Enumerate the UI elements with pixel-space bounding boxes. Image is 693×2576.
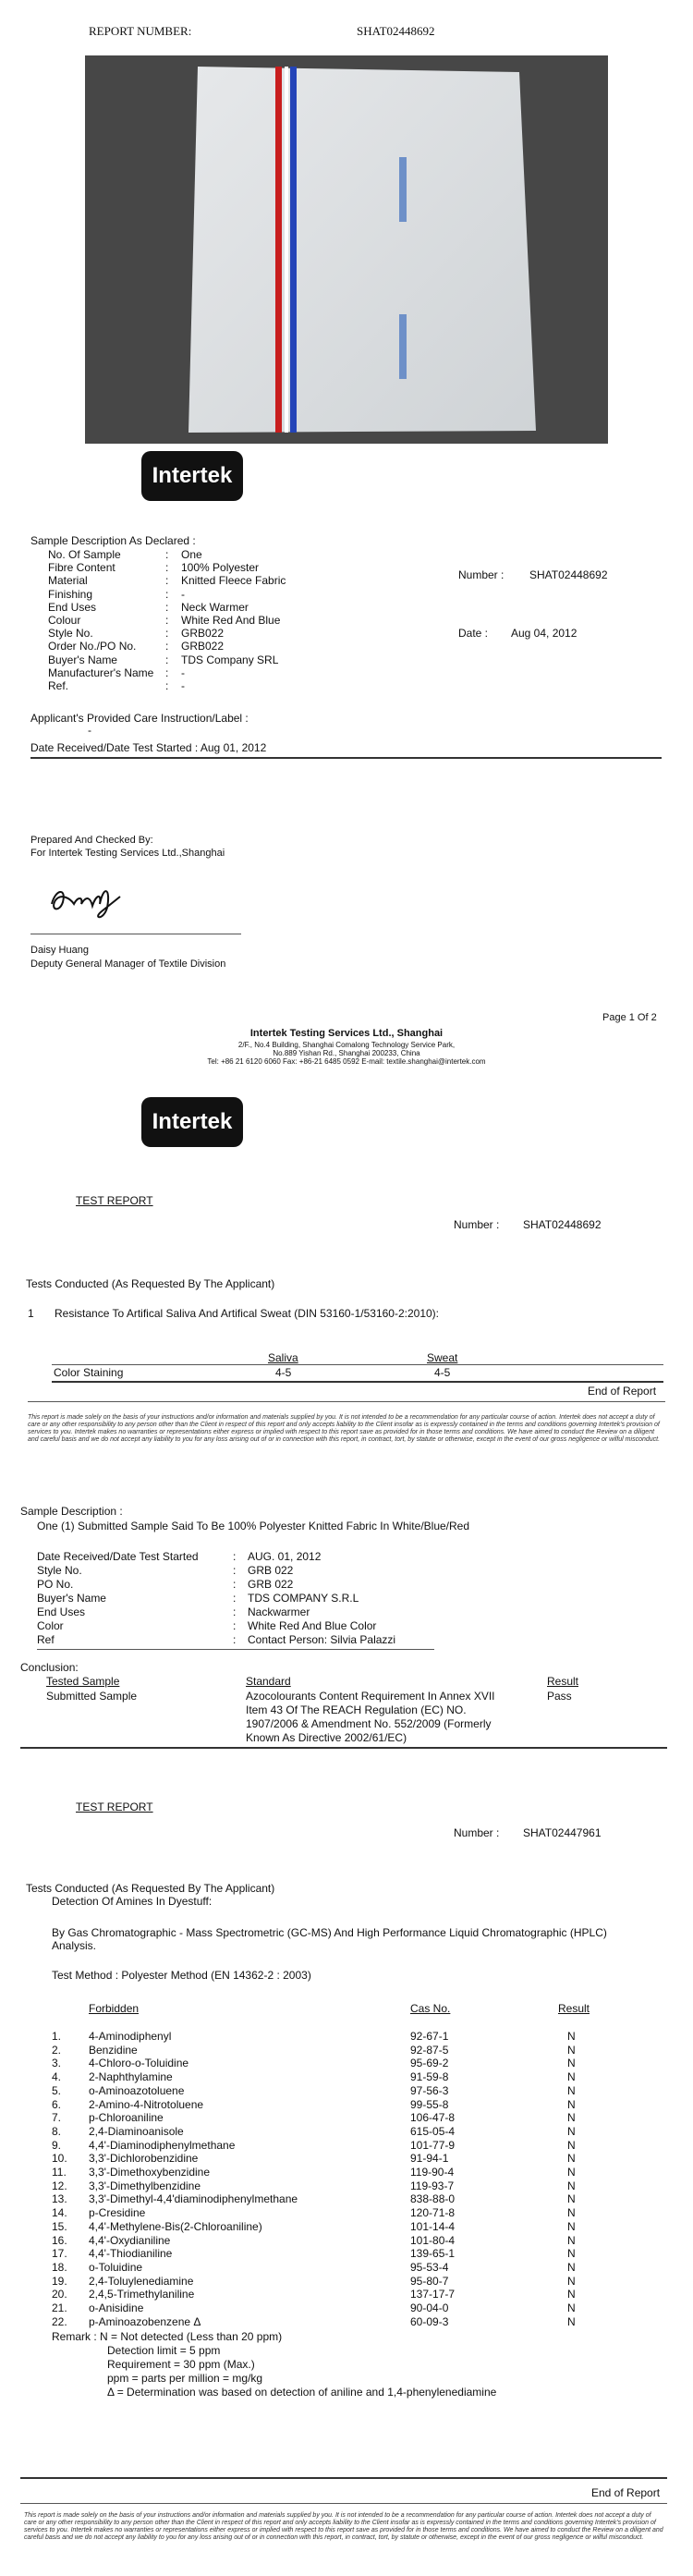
amine-number: 19.	[52, 2274, 67, 2288]
remark-line: Requirement = 30 ppm (Max.)	[107, 2358, 255, 2371]
disclaimer-2: This report is made solely on the basis of your instructions and/or information and materials supplied by you. It is not intended to be a recommendation for any particular course of action. Intertek does not accept a duty of care or any other responsibility to any person other than the Client in respect of this report and only accepts liability to the Client insofar as is expressly contained in the terms and conditions governing Intertek's provision of services to you. Intertek makes no warranties or representations either express or implied with respect to this report save as provided for in those terms and conditions. We have aimed to conduct the Review on a diligent and careful basis and we do not accept any liability to you for any loss arising out of or in connection with this report, in contract, tort, by statute or otherwise, except in the event of our gross negligence or wilful misconduct.	[24, 2512, 663, 2541]
disclaimer-rule-2	[20, 2503, 667, 2504]
saliva-value: 4-5	[275, 1366, 292, 1379]
amine-name: 2-Amino-4-Nitrotoluene	[89, 2097, 204, 2111]
result-pass: Pass	[547, 1690, 572, 1703]
field-key: Fibre Content	[48, 561, 116, 575]
sample2-rule	[37, 1649, 434, 1650]
field-value: Nackwarmer	[248, 1605, 310, 1618]
amine-name: 4,4'-Diaminodiphenylmethane	[89, 2138, 236, 2152]
amine-cas: 95-69-2	[410, 2057, 449, 2070]
field-key: End Uses	[37, 1605, 86, 1618]
test-method: Test Method : Polyester Method (EN 14362-2 : 2003)	[52, 1969, 311, 1982]
standard-line: Item 43 Of The REACH Regulation (EC) NO.	[246, 1703, 467, 1716]
field-key: Order No./PO No.	[48, 640, 137, 653]
field-colon: :	[233, 1564, 237, 1577]
amine-number: 2.	[52, 2043, 62, 2057]
care-value: -	[88, 724, 91, 737]
amine-number: 12.	[52, 2179, 67, 2192]
sweat-value: 4-5	[434, 1366, 451, 1379]
test-item-number: 1	[28, 1307, 34, 1320]
field-value: Knitted Fleece Fabric	[181, 574, 286, 588]
field-key: Colour	[48, 614, 81, 627]
field-key: Buyer's Name	[37, 1592, 106, 1605]
amine-result: N	[567, 2288, 576, 2301]
amine-cas: 119-93-7	[410, 2179, 455, 2192]
field-value: Neck Warmer	[181, 600, 249, 614]
tests-conducted: Tests Conducted (As Requested By The Applicant)	[26, 1277, 275, 1290]
field-value: Contact Person: Silvia Palazzi	[248, 1633, 396, 1646]
field-colon: :	[233, 1550, 237, 1563]
amine-name: p-Aminoazobenzene Δ	[89, 2314, 201, 2328]
neck-warmer-image	[85, 55, 608, 444]
remark-line: Detection limit = 5 ppm	[107, 2344, 221, 2357]
test-item-name: Resistance To Artifical Saliva And Artifical Sweat (DIN 53160-1/53160-2:2010):	[55, 1307, 440, 1320]
method-line-1: By Gas Chromatographic - Mass Spectrometric (GC-MS) And High Performance Liquid Chromatographic (HPLC)	[52, 1926, 607, 1939]
amine-result: N	[567, 2057, 576, 2070]
col-result: Result	[547, 1675, 579, 1688]
amine-result: N	[567, 2247, 576, 2261]
field-value: -	[181, 679, 185, 692]
field-value: White Red And Blue Color	[248, 1619, 377, 1632]
divider	[30, 757, 662, 759]
col-sweat: Sweat	[427, 1351, 458, 1364]
report-number-value: SHAT02448692	[357, 24, 435, 38]
amine-cas: 615-05-4	[410, 2124, 456, 2138]
amine-number: 10.	[52, 2152, 67, 2166]
amine-result: N	[567, 2111, 576, 2125]
amine-result: N	[567, 2138, 576, 2152]
amine-result: N	[567, 2274, 576, 2288]
field-value: -	[181, 665, 185, 679]
amine-cas: 95-80-7	[410, 2274, 449, 2288]
amine-cas: 92-87-5	[410, 2043, 449, 2057]
amine-number: 13.	[52, 2192, 67, 2206]
amine-result: N	[567, 2166, 576, 2179]
amine-number: 5.	[52, 2083, 62, 2097]
amine-cas: 90-04-0	[410, 2301, 449, 2314]
amine-name: 4,4'-Thiodianiline	[89, 2247, 173, 2261]
field-key: Material	[48, 574, 88, 588]
intertek-logo-2: Intertek	[141, 1097, 243, 1147]
field-colon: :	[165, 600, 169, 614]
table-rule	[52, 1364, 663, 1365]
remark-lines	[107, 2344, 496, 2399]
amine-name: 4-Aminodiphenyl	[89, 2030, 172, 2043]
amine-cas: 137-17-7	[410, 2288, 456, 2301]
tests-conducted-2: Tests Conducted (As Requested By The Applicant)	[26, 1882, 275, 1895]
field-key: End Uses	[48, 600, 97, 614]
amine-name: 2-Naphthylamine	[89, 2070, 173, 2084]
amine-cas: 92-67-1	[410, 2030, 449, 2043]
end-rule	[20, 2477, 667, 2479]
amine-number: 1.	[52, 2030, 62, 2043]
amine-result: N	[567, 2260, 576, 2274]
col-result-2: Result	[558, 2002, 590, 2015]
field-key: Ref	[37, 1633, 55, 1646]
tested-sample: Submitted Sample	[46, 1690, 138, 1703]
amine-result: N	[567, 2192, 576, 2206]
amine-result: N	[567, 2097, 576, 2111]
amine-result: N	[567, 2314, 576, 2328]
amine-name: o-Anisidine	[89, 2301, 144, 2314]
amine-number: 22.	[52, 2314, 67, 2328]
amine-name: 3,3'-Dimethylbenzidine	[89, 2179, 201, 2192]
amine-result: N	[567, 2030, 576, 2043]
amine-name: 4,4'-Methylene-Bis(2-Chloroaniline)	[89, 2219, 262, 2233]
number-value: SHAT02448692	[529, 568, 608, 581]
amine-number: 6.	[52, 2097, 62, 2111]
amine-cas: 91-94-1	[410, 2152, 449, 2166]
field-value: GRB 022	[248, 1564, 294, 1577]
field-colon: :	[165, 640, 169, 653]
amine-cas: 91-59-8	[410, 2070, 449, 2084]
amine-result: N	[567, 2152, 576, 2166]
field-colon: :	[233, 1605, 237, 1618]
amine-cas: 101-77-9	[410, 2138, 456, 2152]
field-colon: :	[233, 1578, 237, 1591]
intertek-logo: Intertek	[141, 451, 243, 501]
field-colon: :	[165, 561, 169, 575]
amine-cas: 119-90-4	[410, 2166, 455, 2179]
amine-name: 4-Chloro-o-Toluidine	[89, 2057, 189, 2070]
standard-line: 1907/2006 & Amendment No. 552/2009 (Formerly	[246, 1717, 492, 1730]
amine-cas: 101-14-4	[410, 2219, 456, 2233]
field-key: Buyer's Name	[48, 653, 117, 666]
amine-name: 2,4-Toluylenediamine	[89, 2274, 194, 2288]
remark-line: ppm = parts per million = mg/kg	[107, 2372, 263, 2385]
amine-result: N	[567, 2301, 576, 2314]
amine-result: N	[567, 2233, 576, 2247]
date-label: Date :	[458, 627, 489, 640]
remark-line: Δ = Determination was based on detection of aniline and 1,4-phenylenediamine	[107, 2386, 497, 2399]
col-cas: Cas No.	[410, 2002, 451, 2015]
method-line-2: Analysis.	[52, 1939, 97, 1952]
amine-result: N	[567, 2206, 576, 2220]
company-address-2: No.889 Yishan Rd., Shanghai 200233, China	[273, 1049, 420, 1057]
field-value: One	[181, 548, 202, 561]
field-colon: :	[165, 614, 169, 627]
test-report-title-2: TEST REPORT	[76, 1801, 153, 1813]
conclusion: Conclusion:	[20, 1661, 79, 1674]
date-value: Aug 04, 2012	[511, 627, 578, 640]
page-number: Page 1 Of 2	[602, 1012, 657, 1023]
standard-line: Azocolourants Content Requirement In Annex XVII	[246, 1690, 495, 1703]
test-report-title: TEST REPORT	[76, 1194, 153, 1207]
signer-title: Deputy General Manager of Textile Division	[30, 958, 226, 970]
standard-line: Known As Directive 2002/61/EC)	[246, 1731, 407, 1744]
conclusion-rule	[20, 1747, 667, 1749]
amine-cas: 97-56-3	[410, 2083, 449, 2097]
field-colon: :	[165, 679, 169, 692]
field-key: PO No.	[37, 1578, 74, 1591]
signer-name: Daisy Huang	[30, 945, 89, 956]
report-number-label: REPORT NUMBER:	[89, 24, 192, 38]
field-key: Ref.	[48, 679, 69, 692]
field-value: White Red And Blue	[181, 614, 281, 627]
field-value: GRB022	[181, 640, 225, 653]
field-value: -	[181, 587, 185, 601]
amine-cas: 838-88-0	[410, 2192, 456, 2206]
amine-cas: 106-47-8	[410, 2111, 456, 2125]
prepared-by: Prepared And Checked By:	[30, 835, 153, 846]
field-value: GRB022	[181, 627, 225, 641]
report1-number-label: Number :	[454, 1218, 500, 1231]
amine-result: N	[567, 2043, 576, 2057]
amine-name: 2,4,5-Trimethylaniline	[89, 2288, 195, 2301]
amine-result: N	[567, 2124, 576, 2138]
amine-name: 2,4-Diaminoanisole	[89, 2124, 184, 2138]
amine-name: o-Aminoazotoluene	[89, 2083, 185, 2097]
report1-number: SHAT02448692	[523, 1218, 602, 1231]
amine-cas: 99-55-8	[410, 2097, 449, 2111]
remark: Remark : N = Not detected (Less than 20 ppm)	[52, 2330, 283, 2343]
end-of-report-2: End of Report	[591, 2486, 661, 2499]
field-key: Color	[37, 1619, 64, 1632]
amine-number: 18.	[52, 2260, 67, 2274]
amine-number: 8.	[52, 2124, 62, 2138]
field-colon: :	[165, 665, 169, 679]
field-colon: :	[233, 1633, 237, 1646]
amine-name: p-Cresidine	[89, 2206, 146, 2220]
company-name: Intertek Testing Services Ltd., Shanghai	[249, 1028, 444, 1039]
amine-name: Benzidine	[89, 2043, 138, 2057]
product-photo	[85, 55, 608, 444]
end-of-report: End of Report	[588, 1385, 657, 1398]
standard-text	[246, 1690, 495, 1745]
field-key: Style No.	[48, 627, 93, 641]
amine-name: 3,3'-Dimethyl-4,4'diaminodiphenylmethane	[89, 2192, 298, 2206]
amine-number: 14.	[52, 2206, 67, 2220]
field-colon: :	[165, 574, 169, 588]
amine-number: 20.	[52, 2288, 67, 2301]
amine-number: 9.	[52, 2138, 62, 2152]
disclaimer: This report is made solely on the basis of your instructions and/or information and materials supplied by you. It is not intended to be a recommendation for any particular course of action. Intertek does not accept a duty of care or any other responsibility to any person other than the Client in respect of this report and only accepts liability to the Client insofar as is expressly contained in the terms and conditions governing Intertek's provision of services to you. Intertek makes no warranties or representations either express or implied with respect to this report save as provided for in those terms and conditions. We have aimed to conduct the Review on a diligent and careful basis and we do not accept any liability to you for any loss arising out of or in connection with this report, in contract, tort, by statute or otherwise, except in the event of our gross negligence or wilful misconduct.	[28, 1414, 661, 1443]
amine-number: 11.	[52, 2166, 67, 2179]
report2-number: SHAT02447961	[523, 1826, 602, 1839]
row-color-staining: Color Staining	[54, 1366, 124, 1379]
sample-description-title: Sample Description As Declared :	[30, 534, 196, 547]
col-saliva: Saliva	[268, 1351, 298, 1364]
field-key: Style No.	[37, 1564, 82, 1577]
company-contact: Tel: +86 21 6120 6060 Fax: +86-21 6485 0592 E-mail: textile.shanghai@intertek.com	[207, 1057, 486, 1066]
amine-number: 21.	[52, 2301, 67, 2314]
field-colon: :	[165, 587, 169, 601]
amine-name: 3,3'-Dimethoxybenzidine	[89, 2166, 211, 2179]
amine-name: 3,3'-Dichlorobenzidine	[89, 2152, 199, 2166]
field-key: Finishing	[48, 587, 93, 601]
amine-name: o-Toluidine	[89, 2260, 143, 2274]
amine-name: p-Chloroaniline	[89, 2111, 164, 2125]
amine-cas: 120-71-8	[410, 2206, 456, 2220]
amine-number: 17.	[52, 2247, 67, 2261]
field-value: 100% Polyester	[181, 561, 260, 575]
amine-result: N	[567, 2083, 576, 2097]
field-colon: :	[165, 548, 169, 561]
col-standard: Standard	[246, 1675, 291, 1688]
col-forbidden: Forbidden	[89, 2002, 140, 2015]
amine-cas: 60-09-3	[410, 2314, 449, 2328]
field-value: GRB 022	[248, 1578, 294, 1591]
col-tested-sample: Tested Sample	[46, 1675, 120, 1688]
sample2-title: Sample Description :	[20, 1505, 123, 1518]
field-colon: :	[233, 1619, 237, 1632]
date-received: Date Received/Date Test Started : Aug 01, 2012	[30, 741, 267, 754]
field-value: TDS COMPANY S.R.L	[248, 1592, 359, 1605]
field-key: Manufacturer's Name	[48, 665, 154, 679]
amine-cas: 101-80-4	[410, 2233, 456, 2247]
field-colon: :	[165, 627, 169, 641]
amine-number: 16.	[52, 2233, 67, 2247]
sample2-desc: One (1) Submitted Sample Said To Be 100% Polyester Knitted Fabric In White/Blue/Red	[37, 1520, 470, 1532]
field-key: No. Of Sample	[48, 548, 121, 561]
amine-number: 7.	[52, 2111, 62, 2125]
field-key: Date Received/Date Test Started	[37, 1550, 199, 1563]
field-colon: :	[165, 653, 169, 666]
amine-number: 4.	[52, 2070, 62, 2084]
field-value: AUG. 01, 2012	[248, 1550, 322, 1563]
amine-name: 4,4'-Oxydianiline	[89, 2233, 171, 2247]
table-rule-bottom	[52, 1381, 663, 1383]
report2-number-label: Number :	[454, 1826, 500, 1839]
signature-image	[46, 876, 129, 922]
company-address-1: 2/F., No.4 Building, Shanghai Comalong Technology Service Park,	[237, 1041, 456, 1049]
amine-cas: 139-65-1	[410, 2247, 456, 2261]
for-company: For Intertek Testing Services Ltd.,Shanghai	[30, 848, 225, 859]
care-label: Applicant's Provided Care Instruction/Label :	[30, 712, 249, 725]
amine-cas: 95-53-4	[410, 2260, 449, 2274]
disclaimer-rule	[28, 1401, 665, 1402]
amine-result: N	[567, 2179, 576, 2192]
amine-result: N	[567, 2070, 576, 2084]
amine-result: N	[567, 2219, 576, 2233]
detection-title: Detection Of Amines In Dyestuff:	[52, 1895, 213, 1908]
amine-number: 3.	[52, 2057, 62, 2070]
number-label: Number :	[458, 568, 505, 581]
field-colon: :	[233, 1592, 237, 1605]
amine-number: 15.	[52, 2219, 67, 2233]
field-value: TDS Company SRL	[181, 653, 279, 666]
